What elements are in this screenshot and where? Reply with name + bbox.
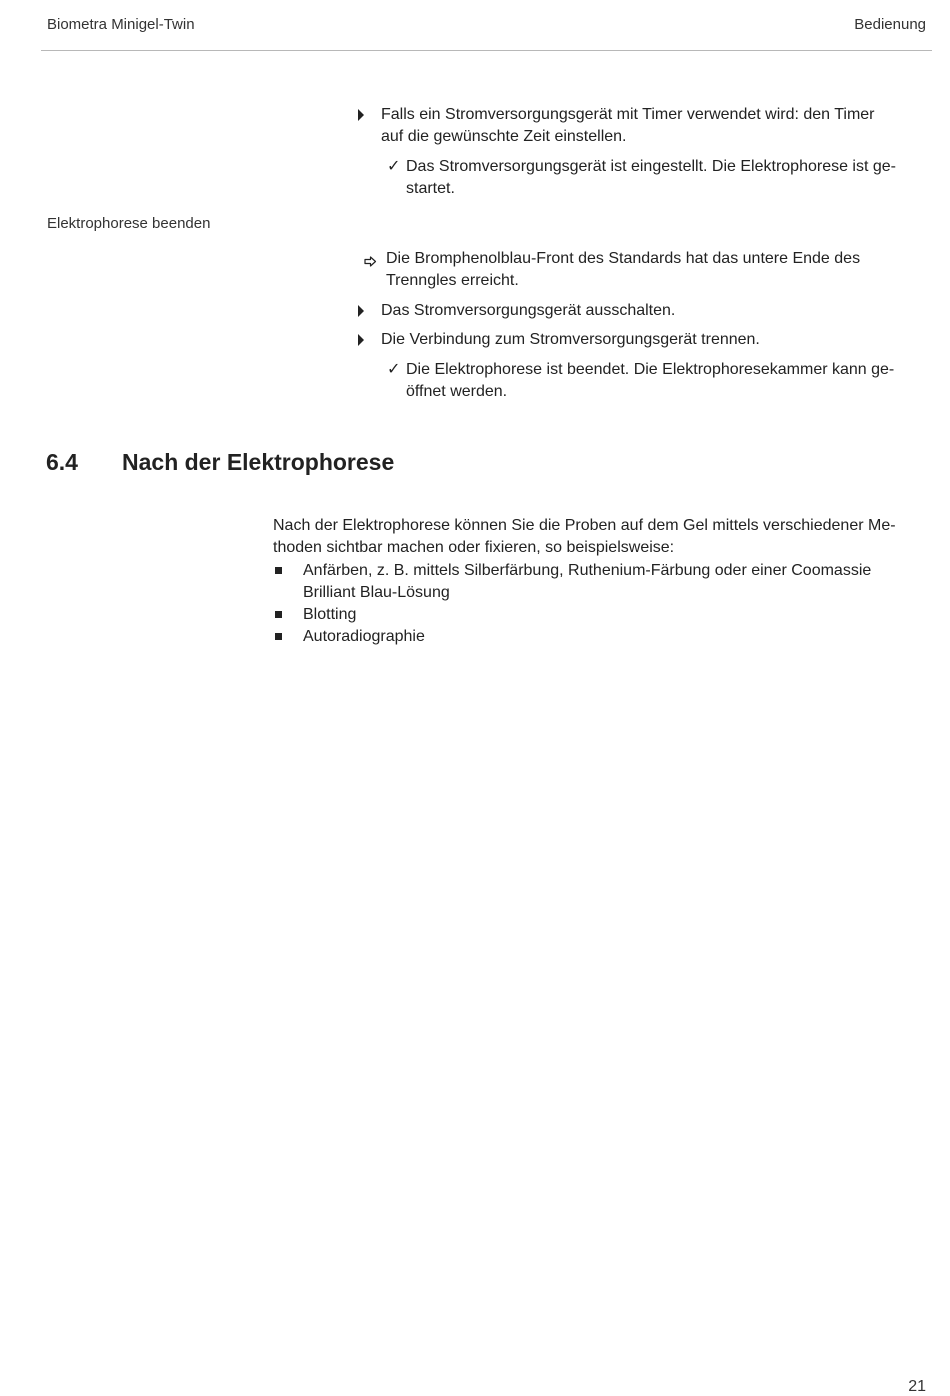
margin-note: Elektrophorese beenden bbox=[47, 215, 211, 232]
arrow-right-outline-icon bbox=[364, 252, 377, 274]
step-disconnect bbox=[357, 329, 917, 351]
step-timer-text-1: Falls ein Stromversorgungsgerät mit Timer verwendet wird: den Timer bbox=[381, 106, 875, 123]
square-bullet-icon bbox=[275, 567, 282, 574]
condition-text-1: Die Bromphenolblau-Front des Standards hat das untere Ende des bbox=[386, 250, 861, 267]
bullet-blotting-text: Blotting bbox=[303, 606, 357, 623]
result-timer-text-2: startet. bbox=[406, 180, 455, 197]
square-bullet-icon bbox=[275, 633, 282, 640]
result-finished-text-2: öffnet werden. bbox=[406, 383, 508, 400]
step-timer-text-2: auf die gewünschte Zeit einstellen. bbox=[381, 128, 627, 145]
triangle-right-icon bbox=[358, 109, 364, 121]
bullet-staining-text-1: Anfärben, z. B. mittels Silberfärbung, Ruthenium-Färbung oder einer Coomassie bbox=[303, 562, 872, 579]
list-item bbox=[273, 626, 933, 648]
list-item bbox=[273, 604, 933, 626]
triangle-right-icon bbox=[358, 334, 364, 346]
header-divider bbox=[41, 50, 932, 51]
triangle-right-icon bbox=[358, 305, 364, 317]
step-switch-off-text: Das Stromversorgungsgerät ausschalten. bbox=[381, 302, 676, 319]
intro-paragraph bbox=[273, 515, 933, 559]
intro-text-1: Nach der Elektrophorese können Sie die Proben auf dem Gel mittels verschiedener Me- bbox=[273, 517, 896, 534]
condition-text-2: Trenngles erreicht. bbox=[386, 272, 519, 289]
square-bullet-icon bbox=[275, 611, 282, 618]
check-icon: ✓ bbox=[387, 361, 401, 378]
section-title: Nach der Elektrophorese bbox=[122, 449, 395, 475]
list-item bbox=[273, 560, 933, 604]
intro-text-2: thoden sichtbar machen oder fixieren, so beispielsweise: bbox=[273, 539, 675, 556]
step-switch-off bbox=[357, 300, 917, 322]
result-finished-text-1: Die Elektrophorese ist beendet. Die Elektrophoresekammer kann ge- bbox=[406, 361, 895, 378]
running-header-title: Biometra Minigel-Twin bbox=[47, 16, 195, 33]
result-timer-text-1: Das Stromversorgungsgerät ist eingestellt. Die Elektrophorese ist ge- bbox=[406, 158, 896, 175]
page-number: 21 bbox=[908, 1378, 926, 1395]
running-header-chapter: Bedienung bbox=[854, 16, 926, 33]
result-finished bbox=[387, 359, 927, 403]
result-timer bbox=[387, 156, 927, 200]
section-number: 6.4 bbox=[46, 449, 78, 475]
condition-item bbox=[364, 248, 924, 292]
step-timer bbox=[357, 104, 917, 148]
bullet-autoradiography-text: Autoradiographie bbox=[303, 628, 425, 645]
bullet-staining-text-2: Brilliant Blau-Lösung bbox=[303, 584, 450, 601]
step-disconnect-text: Die Verbindung zum Stromversorgungsgerät trennen. bbox=[381, 331, 760, 348]
check-icon: ✓ bbox=[387, 158, 401, 175]
